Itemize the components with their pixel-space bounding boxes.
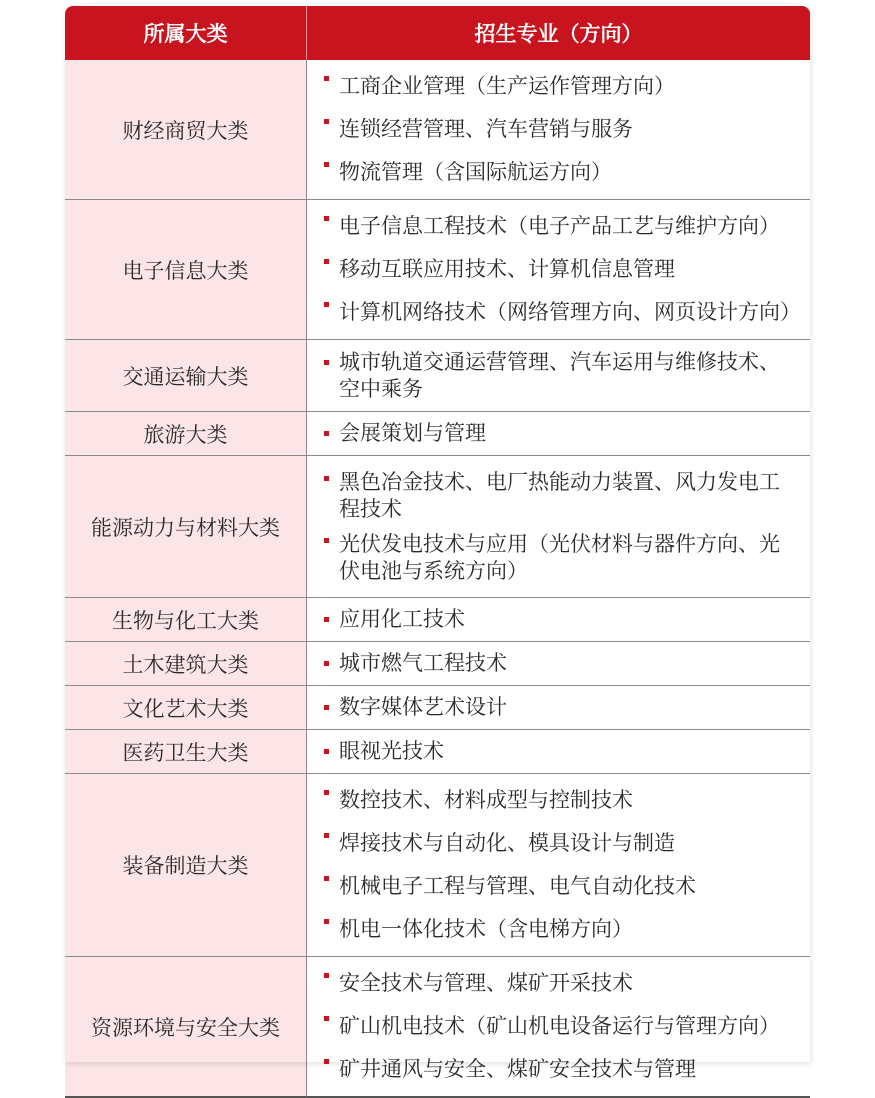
category-cell: 旅游大类 <box>65 412 307 456</box>
major-item: 城市燃气工程技术 <box>307 650 810 677</box>
major-item: 矿井通风与安全、煤矿安全技术与管理 <box>307 1048 810 1091</box>
major-item: 黑色冶金技术、电厂热能动力装置、风力发电工程技术 <box>307 465 810 527</box>
table-row <box>65 642 810 686</box>
category-cell: 装备制造大类 <box>65 774 307 957</box>
table-row <box>65 60 810 200</box>
majors-cell <box>307 340 810 412</box>
table-row <box>65 412 810 456</box>
major-item: 移动互联应用技术、计算机信息管理 <box>307 248 810 291</box>
category-cell: 医药卫生大类 <box>65 730 307 774</box>
majors-cell <box>307 456 810 598</box>
table-body <box>65 60 810 1098</box>
header-majors: 招生专业（方向） <box>307 6 810 60</box>
majors-cell <box>307 774 810 957</box>
majors-cell <box>307 412 810 456</box>
category-cell: 能源动力与材料大类 <box>65 456 307 598</box>
table-row <box>65 456 810 598</box>
major-item: 应用化工技术 <box>307 606 810 633</box>
table-row <box>65 730 810 774</box>
major-item: 眼视光技术 <box>307 738 810 765</box>
majors-cell <box>307 598 810 642</box>
category-cell: 交通运输大类 <box>65 340 307 412</box>
table-header-row <box>65 6 810 60</box>
table-row <box>65 340 810 412</box>
major-item: 安全技术与管理、煤矿开采技术 <box>307 962 810 1005</box>
major-item: 光伏发电技术与应用（光伏材料与器件方向、光伏电池与系统方向） <box>307 527 810 589</box>
majors-cell <box>307 730 810 774</box>
category-cell: 电子信息大类 <box>65 200 307 340</box>
majors-cell <box>307 957 810 1098</box>
major-item: 计算机网络技术（网络管理方向、网页设计方向） <box>307 291 810 334</box>
majors-cell <box>307 60 810 200</box>
table-row <box>65 957 810 1098</box>
major-item: 电子信息工程技术（电子产品工艺与维护方向） <box>307 205 810 248</box>
majors-table <box>65 6 810 1098</box>
table-row <box>65 774 810 957</box>
major-item: 工商企业管理（生产运作管理方向） <box>307 65 810 108</box>
major-item: 焊接技术与自动化、模具设计与制造 <box>307 822 810 865</box>
table-row <box>65 686 810 730</box>
major-item: 物流管理（含国际航运方向） <box>307 151 810 194</box>
category-cell: 土木建筑大类 <box>65 642 307 686</box>
category-cell: 财经商贸大类 <box>65 60 307 200</box>
category-cell: 生物与化工大类 <box>65 598 307 642</box>
major-item: 城市轨道交通运营管理、汽车运用与维修技术、空中乘务 <box>307 349 810 403</box>
major-item: 连锁经营管理、汽车营销与服务 <box>307 108 810 151</box>
majors-cell <box>307 200 810 340</box>
major-item: 会展策划与管理 <box>307 420 810 447</box>
table-row <box>65 200 810 340</box>
majors-table-container <box>65 6 810 1098</box>
header-category: 所属大类 <box>65 6 307 60</box>
table-row <box>65 598 810 642</box>
major-item: 机械电子工程与管理、电气自动化技术 <box>307 865 810 908</box>
major-item: 数字媒体艺术设计 <box>307 694 810 721</box>
majors-cell <box>307 686 810 730</box>
major-item: 矿山机电技术（矿山机电设备运行与管理方向） <box>307 1005 810 1048</box>
category-cell: 资源环境与安全大类 <box>65 957 307 1098</box>
major-item: 机电一体化技术（含电梯方向） <box>307 908 810 951</box>
majors-cell <box>307 642 810 686</box>
category-cell: 文化艺术大类 <box>65 686 307 730</box>
major-item: 数控技术、材料成型与控制技术 <box>307 779 810 822</box>
